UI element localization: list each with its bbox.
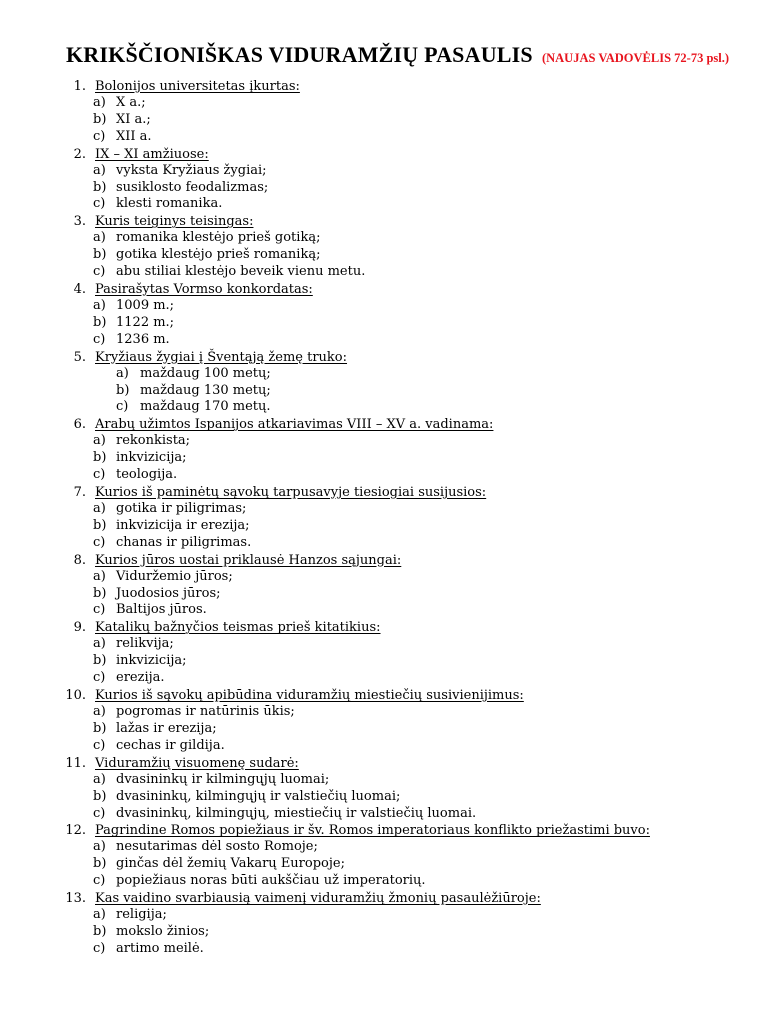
option-text: X a.;: [116, 95, 146, 110]
question-header: [0, 484, 768, 501]
option-text: dvasininkų ir kilmingųjų luomai;: [116, 771, 330, 787]
option-letter: c): [93, 873, 106, 889]
option-letter: b): [93, 179, 107, 195]
option-text: inkvizicija;: [116, 653, 187, 669]
option-letter: a): [93, 95, 106, 110]
answer-option: [0, 586, 768, 603]
question-item: [0, 416, 768, 484]
title-main: KRIKŠČIONIŠKAS VIDURAMŽIŲ PASAULIS: [66, 42, 533, 67]
option-letter: a): [93, 433, 106, 449]
option-text: XII a.: [116, 128, 152, 144]
question-number: 13.: [65, 891, 86, 907]
option-text: romanika klestėjo prieš gotiką;: [116, 230, 321, 246]
question-number: 5.: [73, 349, 86, 365]
option-letter: c): [116, 399, 129, 415]
option-letter: b): [93, 517, 107, 533]
option-text: maždaug 130 metų;: [140, 382, 271, 398]
answer-option: [0, 907, 768, 924]
answer-option: [0, 163, 768, 180]
answer-option: [0, 518, 768, 535]
question-header: [0, 822, 768, 839]
answer-option: [0, 873, 768, 890]
question-text: Kas vaidino svarbiausią vaimenį viduramžių žmonių pasaulėžiūroje:: [95, 891, 541, 907]
answer-option: [0, 704, 768, 721]
option-letter: a): [93, 162, 106, 178]
question-item: [0, 822, 768, 890]
option-letter: a): [93, 771, 106, 787]
question-number: 2.: [73, 146, 86, 162]
option-letter: c): [93, 196, 106, 212]
question-header: [0, 890, 768, 907]
option-text: dvasininkų, kilmingųjų, miestiečių ir valstiečių luomai.: [116, 805, 477, 821]
answer-options: [0, 366, 768, 417]
answer-option: [0, 924, 768, 941]
answer-option: [0, 569, 768, 586]
answer-options: [0, 230, 768, 281]
question-number: 11.: [65, 755, 86, 771]
option-letter: c): [93, 737, 106, 753]
question-text: Bolonijos universitetas įkurtas:: [95, 79, 300, 94]
question-header: [0, 146, 768, 163]
answer-option: [0, 399, 768, 416]
option-letter: a): [93, 230, 106, 246]
option-text: inkvizicija ir erezija;: [116, 517, 250, 533]
option-letter: c): [93, 467, 106, 483]
answer-option: [0, 856, 768, 873]
answer-option: [0, 806, 768, 823]
option-text: erezija.: [116, 670, 165, 686]
question-item: [0, 484, 768, 552]
question-header: [0, 552, 768, 569]
answer-option: [0, 298, 768, 315]
question-header: [0, 281, 768, 298]
option-text: Viduržemio jūros;: [116, 568, 233, 584]
question-item: [0, 755, 768, 823]
answer-options: [0, 839, 768, 890]
question-text: Katalikų bažnyčios teismas prieš kitatikius:: [95, 620, 381, 636]
option-text: 1236 m.: [116, 331, 170, 347]
answer-option: [0, 196, 768, 213]
question-number: 3.: [73, 214, 86, 230]
answer-option: [0, 501, 768, 518]
question-item: [0, 552, 768, 620]
answer-option: [0, 636, 768, 653]
question-header: [0, 416, 768, 433]
option-text: popiežiaus noras būti aukščiau už imperatorių.: [116, 873, 426, 889]
question-number: 6.: [73, 417, 86, 433]
answer-option: [0, 721, 768, 738]
question-text: Kurios iš sąvokų apibūdina viduramžių miestiečių susivienijimus:: [95, 688, 524, 704]
option-text: teologija.: [116, 467, 178, 483]
answer-options: [0, 298, 768, 349]
question-number: 7.: [73, 485, 86, 501]
answer-option: [0, 230, 768, 247]
option-letter: c): [93, 805, 106, 821]
answer-options: [0, 704, 768, 755]
answer-options: [0, 907, 768, 958]
option-letter: b): [93, 247, 107, 263]
answer-option: [0, 941, 768, 958]
option-letter: b): [93, 585, 107, 601]
question-header: [0, 213, 768, 230]
option-letter: c): [93, 940, 106, 956]
answer-option: [0, 602, 768, 619]
question-header: [0, 349, 768, 366]
question-header: [0, 78, 768, 95]
question-text: Viduramžių visuomenę sudarė:: [95, 755, 299, 771]
option-text: abu stiliai klestėjo beveik vienu metu.: [116, 264, 366, 280]
answer-option: [0, 535, 768, 552]
option-text: lažas ir erezija;: [116, 720, 217, 736]
option-text: cechas ir gildija.: [116, 737, 225, 753]
option-text: klesti romanika.: [116, 196, 223, 212]
question-number: 1.: [73, 79, 86, 94]
option-letter: a): [93, 907, 106, 923]
answer-option: [0, 467, 768, 484]
answer-option: [0, 738, 768, 755]
option-text: XI a.;: [116, 111, 151, 127]
answer-options: [0, 772, 768, 823]
option-text: pogromas ir natūrinis ūkis;: [116, 704, 295, 720]
option-letter: c): [93, 602, 106, 618]
option-letter: c): [93, 128, 106, 144]
option-letter: b): [116, 382, 130, 398]
question-item: [0, 78, 768, 146]
option-text: ginčas dėl žemių Vakarų Europoje;: [116, 856, 345, 872]
option-text: artimo meilė.: [116, 940, 204, 956]
question-text: Arabų užimtos Ispanijos atkariavimas VIII – XV a. vadinama:: [95, 417, 494, 433]
option-letter: b): [93, 653, 107, 669]
answer-option: [0, 450, 768, 467]
option-letter: a): [93, 839, 106, 855]
option-letter: b): [93, 720, 107, 736]
option-letter: c): [93, 264, 106, 280]
answer-option: [0, 315, 768, 332]
option-text: maždaug 100 metų;: [140, 365, 271, 381]
answer-options: [0, 433, 768, 484]
option-letter: c): [93, 331, 106, 347]
answer-options: [0, 501, 768, 552]
answer-options: [0, 569, 768, 620]
option-text: gotika ir piligrimas;: [116, 501, 247, 517]
option-letter: c): [93, 670, 106, 686]
option-text: vyksta Kryžiaus žygiai;: [116, 162, 267, 178]
option-text: mokslo žinios;: [116, 923, 210, 939]
answer-option: [0, 789, 768, 806]
question-item: [0, 619, 768, 687]
page-title: [66, 42, 729, 68]
option-text: dvasininkų, kilmingųjų ir valstiečių luomai;: [116, 788, 401, 804]
question-text: Kuris teiginys teisingas:: [95, 214, 254, 230]
option-letter: a): [93, 704, 106, 720]
option-letter: b): [93, 923, 107, 939]
question-item: [0, 281, 768, 349]
option-text: 1122 m.;: [116, 314, 175, 330]
question-header: [0, 755, 768, 772]
option-letter: b): [93, 450, 107, 466]
option-letter: a): [93, 298, 106, 314]
answer-option: [0, 839, 768, 856]
question-item: [0, 146, 768, 214]
answer-option: [0, 95, 768, 112]
option-letter: c): [93, 534, 106, 550]
option-letter: b): [93, 856, 107, 872]
question-text: Kurios iš paminėtų sąvokų tarpusavyje tiesiogiai susijusios:: [95, 485, 487, 501]
answer-option: [0, 332, 768, 349]
option-letter: a): [93, 501, 106, 517]
question-item: [0, 349, 768, 417]
option-text: susiklosto feodalizmas;: [116, 179, 269, 195]
option-text: religija;: [116, 907, 167, 923]
title-textbook-note: (NAUJAS VADOVĖLIS 72-73 psl.): [541, 51, 730, 65]
answer-option: [0, 112, 768, 129]
question-header: [0, 619, 768, 636]
question-number: 12.: [65, 823, 86, 839]
answer-option: [0, 366, 768, 383]
question-text: Pagrindine Romos popiežiaus ir šv. Romos imperatoriaus konflikto priežastimi buvo:: [95, 823, 650, 839]
option-text: rekonkista;: [116, 433, 191, 449]
option-text: relikvija;: [116, 636, 174, 652]
question-item: [0, 890, 768, 958]
option-text: nesutarimas dėl sosto Romoje;: [116, 839, 318, 855]
question-text: Kurios jūros uostai priklausė Hanzos sąjungai:: [95, 552, 402, 568]
answer-option: [0, 772, 768, 789]
question-item: [0, 687, 768, 755]
answer-option: [0, 383, 768, 400]
question-number: 9.: [73, 620, 86, 636]
option-letter: a): [93, 568, 106, 584]
question-item: [0, 213, 768, 281]
answer-options: [0, 636, 768, 687]
option-text: 1009 m.;: [116, 298, 175, 314]
option-letter: a): [116, 365, 129, 381]
option-letter: b): [93, 111, 107, 127]
option-letter: b): [93, 788, 107, 804]
answer-option: [0, 670, 768, 687]
answer-options: [0, 95, 768, 146]
answer-option: [0, 433, 768, 450]
option-letter: b): [93, 314, 107, 330]
answer-option: [0, 264, 768, 281]
question-number: 4.: [73, 282, 86, 298]
question-text: Pasirašytas Vormso konkordatas:: [95, 282, 313, 298]
option-letter: a): [93, 636, 106, 652]
answer-option: [0, 247, 768, 264]
answer-option: [0, 653, 768, 670]
option-text: Juodosios jūros;: [116, 585, 221, 601]
option-text: Baltijos jūros.: [116, 602, 207, 618]
option-text: inkvizicija;: [116, 450, 187, 466]
answer-option: [0, 180, 768, 197]
option-text: chanas ir piligrimas.: [116, 534, 252, 550]
question-list: [0, 78, 768, 958]
question-number: 10.: [65, 688, 86, 704]
option-text: gotika klestėjo prieš romaniką;: [116, 247, 321, 263]
option-text: maždaug 170 metų.: [140, 399, 271, 415]
question-text: IX – XI amžiuose:: [95, 146, 209, 162]
question-text: Kryžiaus žygiai į Šventąją žemę truko:: [95, 349, 348, 365]
answer-option: [0, 129, 768, 146]
question-header: [0, 687, 768, 704]
question-number: 8.: [73, 552, 86, 568]
answer-options: [0, 163, 768, 214]
